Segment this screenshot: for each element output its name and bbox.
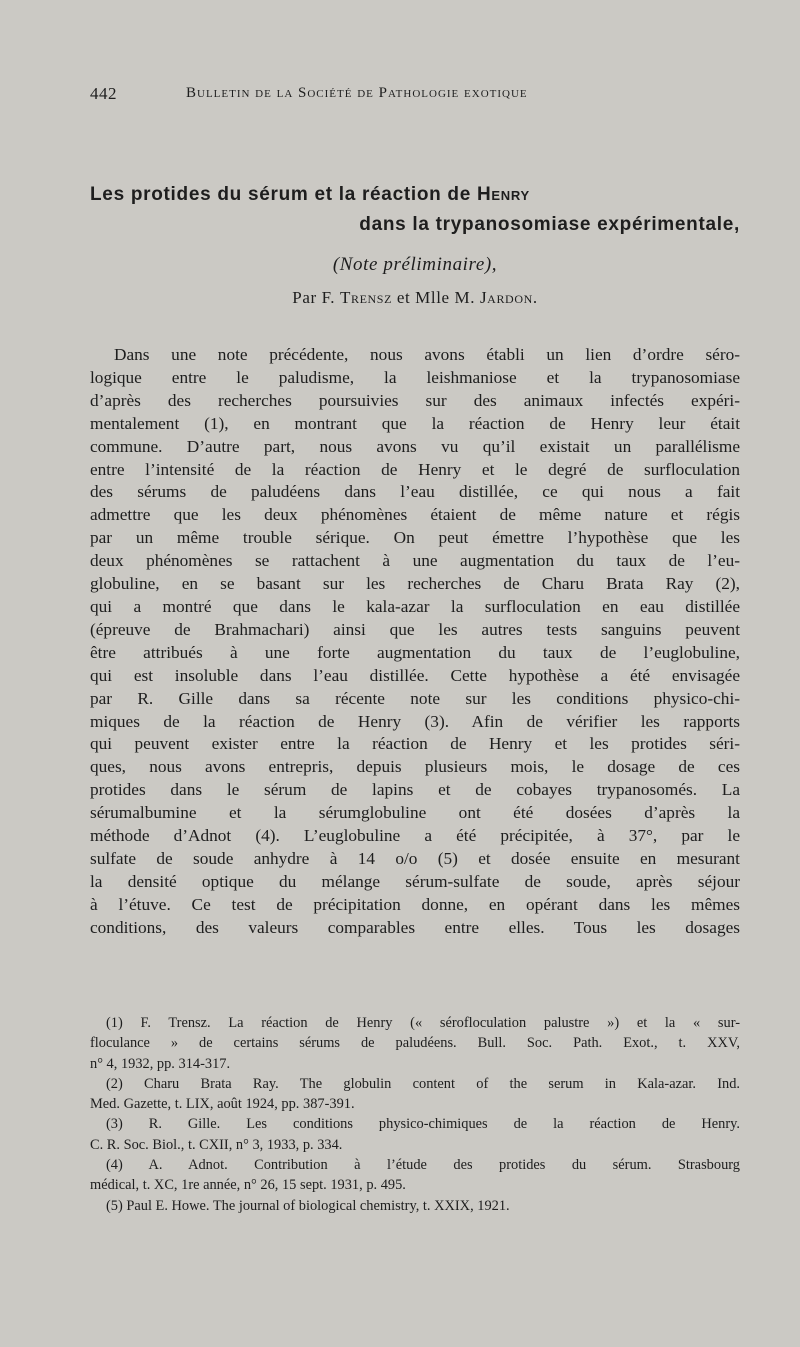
body-line: sérumalbumine et la sérumglobuline ont été dosées d’après la: [90, 803, 740, 823]
footnote-line: (1) F. Trensz. La réaction de Henry (« sérofloculation palustre ») et la « sur-: [106, 1015, 740, 1031]
body-line: méthode d’Adnot (4). L’euglobuline a été précipitée, à 37°, par le: [90, 826, 740, 846]
body-line: entre l’intensité de la réaction de Henry et le degré de surfloculation: [90, 459, 740, 479]
footnotes: [90, 1013, 740, 1216]
title-line-1-text: Les protides du sérum et la réaction de: [90, 184, 477, 205]
body-line: ques, nous avons entrepris, depuis plusieurs mois, le dosage de ces: [90, 757, 740, 777]
body-line: par un même trouble sérique. On peut émettre l’hypothèse que les: [90, 528, 740, 548]
footnote-line: n° 4, 1932, pp. 314-317.: [90, 1055, 231, 1072]
body-line: admettre que les deux phénomènes étaient de même nature et régis: [90, 505, 740, 525]
footnote-line: (2) Charu Brata Ray. The globulin content of the serum in Kala-azar. Ind.: [106, 1075, 740, 1092]
footnote: [90, 1013, 740, 1074]
footnote: [90, 1074, 740, 1115]
body-line: la densité optique du mélange sérum-sulfate de soude, après séjour: [90, 871, 740, 891]
byline-mid: et Mlle M.: [392, 288, 480, 307]
body-line: Dans une note précédente, nous avons établi un lien d’ordre séro-: [114, 345, 740, 364]
page-number: 442: [90, 84, 117, 103]
footnote: [90, 1114, 740, 1155]
note-label: (Note préliminaire),: [332, 254, 498, 275]
title-line-2: dans la trypanosomiase expérimentale,: [359, 214, 740, 235]
footnote-line: floculance » de certains sérums de paludéens. Bull. Soc. Path. Exot., t. XXV,: [90, 1035, 740, 1052]
body-line: mentalement (1), en montrant que la réaction de Henry leur était: [90, 413, 740, 433]
body-line: à l’étuve. Ce test de précipitation donne, en opérant dans les mêmes: [90, 894, 740, 914]
body-line: qui a montré que dans le kala-azar la surfloculation en eau distillée: [90, 596, 740, 616]
body-line: par R. Gille dans sa récente note sur les conditions physico-chi-: [90, 688, 740, 708]
body-line: miques de la réaction de Henry (3). Afin de vérifier les rapports: [90, 711, 740, 731]
author-2: Jardon.: [479, 288, 538, 307]
body-line: qui peuvent exister entre la réaction de Henry et les protides séri-: [90, 734, 740, 754]
body-line: (épreuve de Brahmachari) ainsi que les autres tests sanguins peuvent: [90, 619, 740, 639]
body-line: sulfate de soude anhydre à 14 o/o (5) et dosée ensuite en mesurant: [90, 848, 740, 868]
author-1: Trensz: [340, 288, 393, 307]
footnote-line: médical, t. XC, 1re année, n° 26, 15 sept. 1931, p. 495.: [90, 1177, 406, 1194]
footnote: [90, 1196, 740, 1216]
byline-prefix: Par F.: [292, 288, 341, 307]
body-line: protides dans le sérum de lapins et de cobayes trypanosomés. La: [90, 780, 740, 800]
body-line: deux phénomènes se rattachent à une augmentation du taux de l’eu-: [90, 551, 740, 571]
body-line: commune. D’autre part, nous avons vu qu’il existait un parallélisme: [90, 436, 740, 456]
footnote: [90, 1155, 740, 1196]
footnote-line: (5) Paul E. Howe. The journal of biological chemistry, t. XXIX, 1921.: [106, 1197, 510, 1214]
footnote-line: (3) R. Gille. Les conditions physico-chimiques de la réaction de Henry.: [106, 1116, 740, 1133]
footnote-line: (4) A. Adnot. Contribution à l’étude des protides du sérum. Strasbourg: [106, 1157, 740, 1174]
body-line: d’après des recherches poursuivies sur des animaux infectés expéri-: [90, 390, 740, 410]
article-title: [90, 180, 740, 240]
journal-title: Bulletin de la Société de Pathologie exotique: [186, 85, 528, 101]
footnote-line: C. R. Soc. Biol., t. CXII, n° 3, 1933, p. 334.: [90, 1136, 343, 1153]
body-line: qui est insoluble dans l’eau distillée. Cette hypothèse a été envisagée: [90, 665, 740, 685]
body-line: conditions, des valeurs comparables entre elles. Tous les dosages: [90, 917, 740, 937]
byline: [90, 288, 740, 308]
body-paragraph: [90, 344, 740, 940]
title-henry: Henry: [477, 184, 530, 205]
body-line: globuline, en se basant sur les recherches de Charu Brata Ray (2),: [90, 574, 740, 594]
body-line: être attribués à une forte augmentation du taux de l’euglobuline,: [90, 642, 740, 662]
footnote-line: Med. Gazette, t. LIX, août 1924, pp. 387-391.: [90, 1096, 355, 1113]
title-line-1: [90, 180, 740, 210]
body-line: logique entre le paludisme, la leishmaniose et la trypanosomiase: [90, 367, 740, 387]
body-line: des sérums de paludéens dans l’eau distillée, ce qui nous a fait: [90, 482, 740, 502]
